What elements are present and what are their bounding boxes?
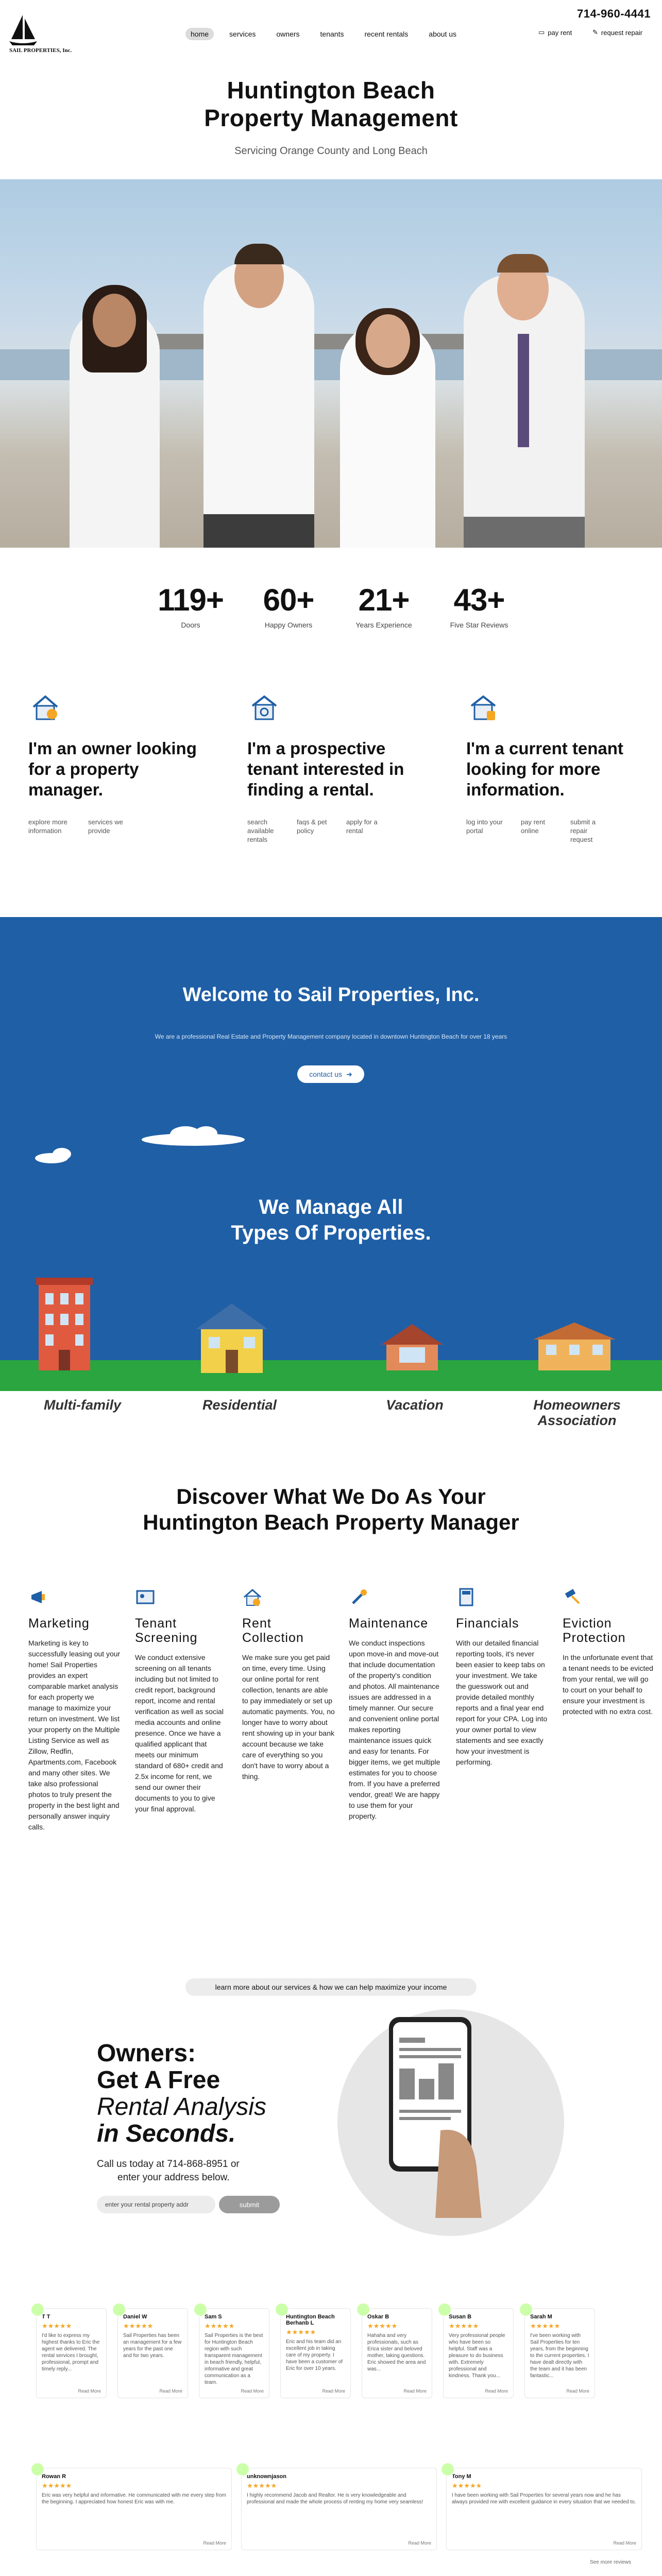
stat-label: Doors xyxy=(181,621,200,629)
avatar xyxy=(275,2302,289,2317)
cta-prospective[interactable] xyxy=(247,690,417,844)
review-card[interactable] xyxy=(199,2308,269,2398)
type-multifamily: Multi-family xyxy=(43,1397,121,1413)
service-marketing xyxy=(28,1587,121,1833)
stat-years xyxy=(337,582,430,629)
nav-about-us[interactable]: about us xyxy=(429,30,457,38)
star-rating-icon: ★★★★★ xyxy=(449,2322,479,2330)
read-more-link[interactable]: Read More xyxy=(159,2388,182,2394)
apply-rental-link[interactable]: apply for a rental xyxy=(346,818,378,835)
nav-services[interactable]: services xyxy=(229,30,256,38)
phone-mockup xyxy=(379,2012,482,2218)
apartment-building-icon xyxy=(36,1273,93,1370)
review-card[interactable] xyxy=(524,2308,595,2398)
cta-owner-title: I'm an owner looking for a property manager. xyxy=(28,739,197,799)
service-desc: Marketing is key to successfully leasing out your home! Sail Properties provides an expert comparable market analysis for each property we manage to maximize your return on investment. We list your property on the Multiple Listing Service as well as Zillow, Redfin, Apartments.com, Facebook and many other sites. We take also professional photos to truly present the property in the best light and personally answer inquiry calls. xyxy=(28,1639,121,1831)
services-title-line2: Huntington Beach Property Manager xyxy=(143,1510,519,1534)
review-author: Tony M xyxy=(452,2473,471,2480)
owners-title-l3: Rental Analysis xyxy=(97,2093,267,2121)
service-title: Financials xyxy=(456,1616,519,1631)
pay-rent-link[interactable] xyxy=(538,28,572,37)
service-rent-collection xyxy=(242,1587,335,1782)
house-owner-icon xyxy=(28,690,62,724)
review-author: Huntington Beach Berhanb L xyxy=(286,2314,335,2326)
explore-info-link[interactable]: explore more information xyxy=(28,818,67,835)
hoa-building-icon xyxy=(533,1321,616,1370)
review-author: Sarah M xyxy=(530,2314,552,2320)
hero-title-line2: Property Management xyxy=(204,105,458,131)
review-card[interactable] xyxy=(36,2308,107,2398)
services-title xyxy=(0,1484,662,1535)
review-author: Susan B xyxy=(449,2314,472,2320)
stat-label: Happy Owners xyxy=(264,621,313,629)
submit-button[interactable]: submit xyxy=(219,2196,280,2213)
review-text: I highly recommend Jacob and Realtor. He is very knowledgeable and professional and made the whole process of renting my home very seamless! xyxy=(247,2493,423,2505)
services-link[interactable]: services we provide xyxy=(88,818,123,835)
review-author: T T xyxy=(42,2314,50,2320)
review-card[interactable] xyxy=(362,2308,432,2398)
pay-rent-label: pay rent xyxy=(548,28,572,37)
calculator-icon xyxy=(456,1587,477,1607)
stat-value: 60+ xyxy=(263,583,314,617)
vacation-house-icon xyxy=(379,1321,446,1370)
read-more-link[interactable]: Read More xyxy=(485,2388,508,2394)
owners-call-text xyxy=(97,2158,240,2184)
owners-call-line2: enter your address below. xyxy=(117,2172,230,2183)
stat-doors xyxy=(144,582,237,629)
service-title: Eviction xyxy=(563,1616,612,1631)
id-card-icon xyxy=(135,1587,156,1607)
learn-more-button[interactable]: learn more about our services & how we can help maximize your income xyxy=(185,1978,477,1996)
service-eviction xyxy=(563,1587,655,1717)
pay-rent-online-link[interactable]: pay rent online xyxy=(521,818,545,835)
review-author: unknownjason xyxy=(247,2473,286,2480)
star-rating-icon: ★★★★★ xyxy=(367,2322,398,2330)
avatar xyxy=(519,2302,533,2317)
review-card[interactable] xyxy=(117,2308,188,2398)
cloud-icon xyxy=(31,1144,113,1164)
residential-house-icon xyxy=(191,1301,273,1373)
service-desc: We make sure you get paid on time, every time. Using our online portal for rent collection, tenants are able to pay immediately or set up automatic payments. You, no longer have to worry about rent showing up in your bank account because we take care of everything so you don't have to worry about a thing. xyxy=(242,1653,335,1781)
stat-value: 21+ xyxy=(358,583,410,617)
type-vacation: Vacation xyxy=(386,1397,444,1413)
type-hoa: Homeowners Association xyxy=(533,1397,621,1428)
team-photo xyxy=(0,179,662,548)
megaphone-icon xyxy=(28,1587,49,1607)
request-repair-link[interactable] xyxy=(592,28,642,37)
avatar xyxy=(235,2462,250,2477)
review-card[interactable] xyxy=(241,2468,437,2550)
star-rating-icon: ★★★★★ xyxy=(42,2322,72,2330)
gavel-icon xyxy=(563,1587,583,1607)
stat-label: Five Star Reviews xyxy=(450,621,508,629)
welcome-title: Welcome to Sail Properties, Inc. xyxy=(182,984,480,1006)
stat-value: 43+ xyxy=(453,583,505,617)
avatar xyxy=(437,2302,452,2317)
tools-icon xyxy=(349,1587,369,1607)
nav-home[interactable]: home xyxy=(185,28,214,40)
review-text: Eric was very helpful and informative. He communicated with me every step from the beginning. I appreciated how honest Eric was with me. xyxy=(42,2493,226,2505)
review-author: Oskar B xyxy=(367,2314,389,2320)
type-residential: Residential xyxy=(202,1397,277,1413)
review-text: I'd like to express my highest thanks to Eric the agent we delivered. The rental services I brought, professional, prompt and timely reply... xyxy=(42,2333,100,2372)
owners-call-line1: Call us today at 714-868-8951 or xyxy=(97,2159,240,2170)
review-card[interactable] xyxy=(446,2468,642,2550)
cta-current[interactable] xyxy=(466,690,636,844)
service-title: Rent xyxy=(242,1616,271,1631)
cta-owner[interactable] xyxy=(28,690,198,835)
read-more-link[interactable]: Read More xyxy=(78,2388,101,2394)
review-author: Daniel W xyxy=(123,2314,147,2320)
hero-title-line1: Huntington Beach xyxy=(227,77,435,104)
review-author: Rowan R xyxy=(42,2473,66,2480)
services-title-line1: Discover What We Do As Your xyxy=(176,1484,486,1509)
service-title-2: Collection xyxy=(242,1631,304,1645)
read-more-link[interactable]: Read More xyxy=(613,2540,636,2546)
star-rating-icon: ★★★★★ xyxy=(205,2322,235,2330)
search-rentals-link[interactable]: search available rentals xyxy=(247,818,274,843)
service-desc: We conduct extensive screening on all tenants including but not limited to credit report, background report, income and rental verification as well as social media accounts and online presence. Once we have a qualified applicant that meets our minimum standard of 680+ credit and 2.5x income for rent, we send our owner their documents to you to give your final approval. xyxy=(135,1653,224,1813)
service-title: Maintenance xyxy=(349,1616,429,1631)
star-rating-icon: ★★★★★ xyxy=(286,2328,316,2336)
read-more-link[interactable]: Read More xyxy=(566,2388,589,2394)
service-financials xyxy=(456,1587,549,1768)
house-key-icon xyxy=(466,690,500,724)
avatar xyxy=(112,2302,126,2317)
stat-owners xyxy=(242,582,335,629)
service-maintenance xyxy=(349,1587,442,1822)
service-title-2: Screening xyxy=(135,1631,198,1645)
review-text: I've been working with Sail Properties for ten years, from the beginning to the current properties. I have dealt directly with the team and it has been fantastic... xyxy=(530,2333,589,2379)
stat-value: 119+ xyxy=(158,583,224,617)
cta-prospective-title: I'm a prospective tenant interested in finding a rental. xyxy=(247,739,404,799)
service-desc: We conduct inspections upon move-in and move-out that include documentation of the property's condition and photos. All maintenance issues are addressed in a timely manner. Our secure and convenient online portal makes reporting maintenance issues quick and easy for tenants. For bigger items, we get multiple estimates for you to choose from. If you have a preferred vendor, great! We are happy to use them for your property. xyxy=(349,1639,440,1820)
avatar xyxy=(440,2462,455,2477)
owners-title-l4: in Seconds. xyxy=(97,2120,236,2147)
review-card[interactable] xyxy=(443,2308,514,2398)
stat-reviews xyxy=(433,582,525,629)
owners-title xyxy=(97,2040,266,2147)
review-card[interactable] xyxy=(36,2468,232,2550)
review-text: Sail Properties is the best for Huntington Beach region with such transparent management in beach friendly, helpful, informative and great communication as a team. xyxy=(205,2333,263,2385)
service-desc: With our detailed financial reporting tools, it's never been easier to keep tabs on your investment. We take the guesswork out and provide detailed monthly reports and a final year end report for your CPA. Log into your owner portal to view statements and see exactly how your investment is performing. xyxy=(456,1639,548,1766)
read-more-link[interactable]: Read More xyxy=(241,2388,264,2394)
cta-current-title: I'm a current tenant looking for more information. xyxy=(466,739,623,799)
service-desc: In the unfortunate event that a tenant needs to be evicted from your rental, we will go to court on your behalf to ensure your investment is protected with no extra cost. xyxy=(563,1653,653,1716)
service-title-2: Protection xyxy=(563,1631,626,1645)
owners-title-l1: Owners: xyxy=(97,2040,196,2067)
arrow-right-icon: ➜ xyxy=(346,1070,352,1078)
review-card[interactable] xyxy=(280,2308,351,2398)
service-title: Tenant xyxy=(135,1616,177,1631)
nav-owners[interactable]: owners xyxy=(276,30,300,38)
stat-label: Years Experience xyxy=(355,621,412,629)
nav-recent-rentals[interactable]: recent rentals xyxy=(364,30,409,38)
submit-repair-link[interactable]: submit a repair request xyxy=(570,818,596,843)
portal-login-link[interactable]: log into your portal xyxy=(466,818,503,835)
avatar xyxy=(30,2302,45,2317)
read-more-link[interactable]: Read More xyxy=(203,2540,226,2546)
star-rating-icon: ★★★★★ xyxy=(247,2482,277,2489)
service-tenant-screening xyxy=(135,1587,228,1815)
welcome-subtitle: We are a professional Real Estate and Property Management company located in downtown Huntington Beach for over 18 years xyxy=(155,1033,507,1040)
contact-us-label: contact us xyxy=(309,1070,343,1078)
review-text: Sail Properties has been an management for a few years for the past one and for two years. xyxy=(123,2333,182,2359)
manage-line1: We Manage All xyxy=(259,1196,403,1218)
review-author: Sam S xyxy=(205,2314,222,2320)
review-text: Very professional people who have been so helpful. Staff was a pleasure to do business with. Extremely professional and kindness. Thank you... xyxy=(449,2333,505,2379)
contact-us-button[interactable] xyxy=(297,1065,364,1083)
request-repair-label: request repair xyxy=(601,28,643,37)
header-phone[interactable]: 714-960-4441 xyxy=(576,7,651,20)
star-rating-icon: ★★★★★ xyxy=(530,2322,561,2330)
cloud-icon xyxy=(137,1123,250,1149)
main-nav xyxy=(185,28,462,40)
read-more-link[interactable]: Read More xyxy=(403,2388,427,2394)
hero-title xyxy=(0,76,662,132)
nav-tenants[interactable]: tenants xyxy=(320,30,344,38)
star-rating-icon: ★★★★★ xyxy=(452,2482,482,2489)
review-text: I have been working with Sail Properties for several years now and he has always provided me with excellent guidance in every situation that we needed to. xyxy=(452,2493,636,2505)
logo-text: SAIL PROPERTIES, Inc. xyxy=(9,47,72,54)
review-text: Hahaha and very professionals, such as Erica sister and beloved mother, taking questions. Eric showed the area and was... xyxy=(367,2333,426,2372)
faqs-pet-policy-link[interactable]: faqs & pet policy xyxy=(297,818,327,835)
read-more-link[interactable]: Read More xyxy=(408,2540,431,2546)
avatar xyxy=(193,2302,208,2317)
hero-subtitle: Servicing Orange County and Long Beach xyxy=(234,145,428,157)
manage-line2: Types Of Properties. xyxy=(231,1222,431,1244)
service-title: Marketing xyxy=(28,1616,90,1631)
rental-address-input[interactable]: enter your rental property addr xyxy=(97,2196,215,2213)
star-rating-icon: ★★★★★ xyxy=(42,2482,72,2489)
site-logo[interactable] xyxy=(7,12,95,55)
see-more-reviews-link[interactable]: See more reviews xyxy=(590,2560,632,2565)
owners-title-l2: Get A Free xyxy=(97,2066,220,2094)
review-text: Eric and his team did an excellent job in taking care of my property. I have been a customer of Eric for over 10 years. xyxy=(286,2339,343,2371)
search-house-icon xyxy=(247,690,281,724)
read-more-link[interactable]: Read More xyxy=(322,2388,345,2394)
avatar xyxy=(356,2302,370,2317)
manage-title xyxy=(0,1194,662,1246)
house-dollar-icon xyxy=(242,1587,263,1607)
wrench-icon: ✎ xyxy=(592,28,598,36)
star-rating-icon: ★★★★★ xyxy=(123,2322,154,2330)
avatar xyxy=(30,2462,45,2477)
card-icon: ▭ xyxy=(538,28,545,36)
